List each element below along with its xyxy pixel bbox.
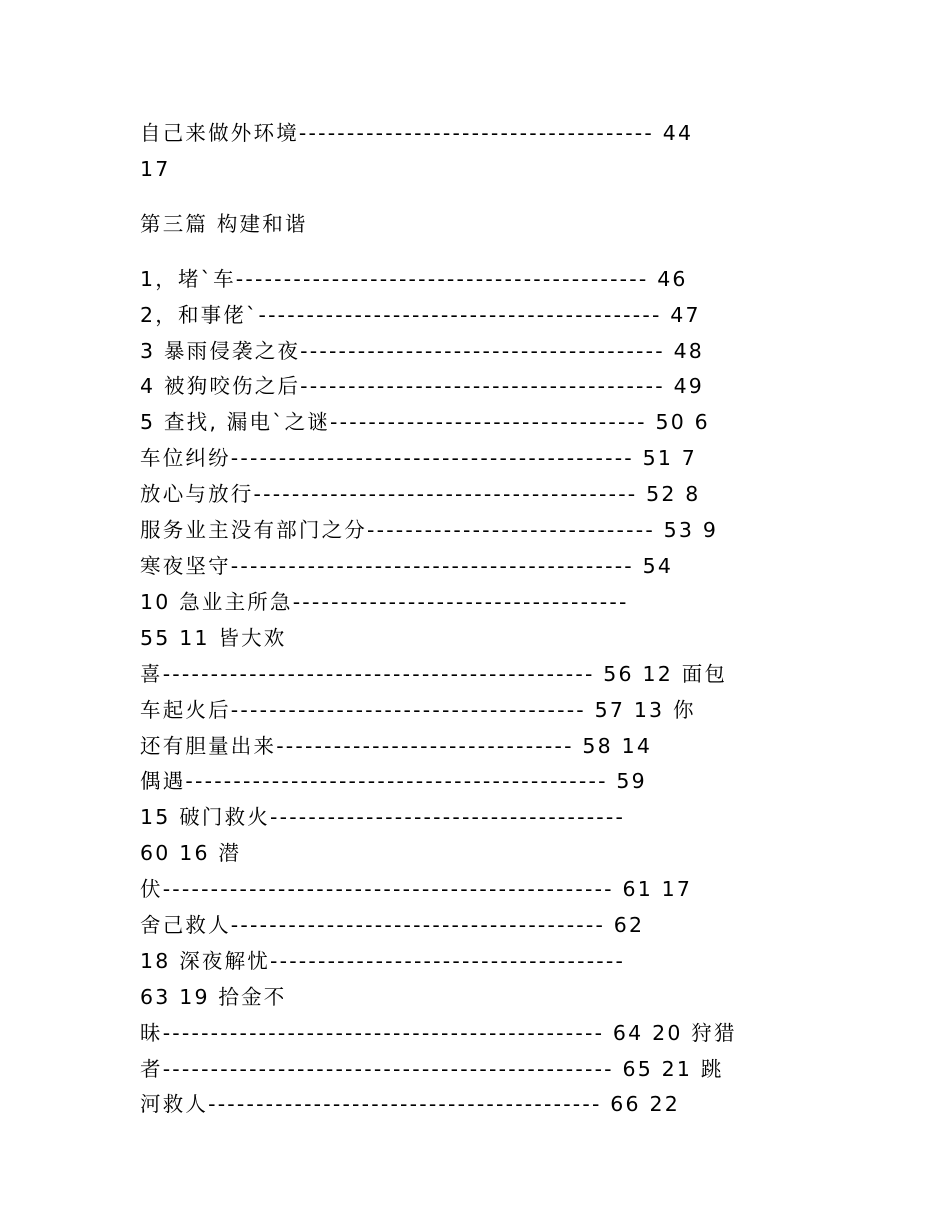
toc-line: 寒夜坚守------------------------------------------ 54 — [140, 554, 674, 578]
toc-line: 55 11 皆大欢 — [140, 626, 287, 650]
toc-line: 车起火后------------------------------------- 57 13 你 — [140, 698, 696, 722]
toc-line: 17 — [140, 157, 171, 181]
toc-line: 自己来做外环境------------------------------------- 44 — [140, 121, 694, 145]
toc-line: 5 查找, 漏电ˋ之谜--------------------------------- 50 6 — [140, 410, 710, 434]
toc-line: 放心与放行---------------------------------------- 52 8 — [140, 482, 701, 506]
toc-line: 63 19 拾金不 — [140, 985, 287, 1009]
toc-line: 15 破门救火------------------------------------- — [140, 805, 626, 829]
toc-line: 60 16 潜 — [140, 841, 242, 865]
toc-line: 者----------------------------------------------- 65 21 跳 — [140, 1057, 724, 1081]
toc-line: 昧---------------------------------------------- 64 20 狩猎 — [140, 1021, 737, 1045]
toc-line: 18 深夜解忧------------------------------------- — [140, 949, 626, 973]
toc-line: 舍己救人--------------------------------------- 62 — [140, 913, 645, 937]
toc-line: 1，堵ˋ车------------------------------------------- 46 — [140, 267, 688, 291]
toc-line: 偶遇-------------------------------------------- 59 — [140, 769, 647, 793]
toc-line: 车位纠纷------------------------------------------ 51 7 — [140, 446, 698, 470]
toc-line: 4 被狗咬伤之后-------------------------------------- 49 — [140, 374, 705, 398]
toc-line: 10 急业主所急----------------------------------- — [140, 590, 629, 614]
toc-line: 服务业主没有部门之分------------------------------ 53 9 — [140, 518, 719, 542]
toc-line: 伏----------------------------------------------- 61 17 — [140, 877, 693, 901]
toc-line: 2，和事佬ˋ------------------------------------------ 47 — [140, 303, 701, 327]
toc-line: 河救人----------------------------------------- 66 22 — [140, 1092, 680, 1116]
toc-line: 喜--------------------------------------------- 56 12 面包 — [140, 662, 728, 686]
toc-line: 3 暴雨侵袭之夜-------------------------------------- 48 — [140, 339, 705, 363]
toc-line: 还有胆量出来------------------------------- 58 14 — [140, 734, 653, 758]
section-heading: 第三篇 构建和谐 — [140, 212, 308, 236]
